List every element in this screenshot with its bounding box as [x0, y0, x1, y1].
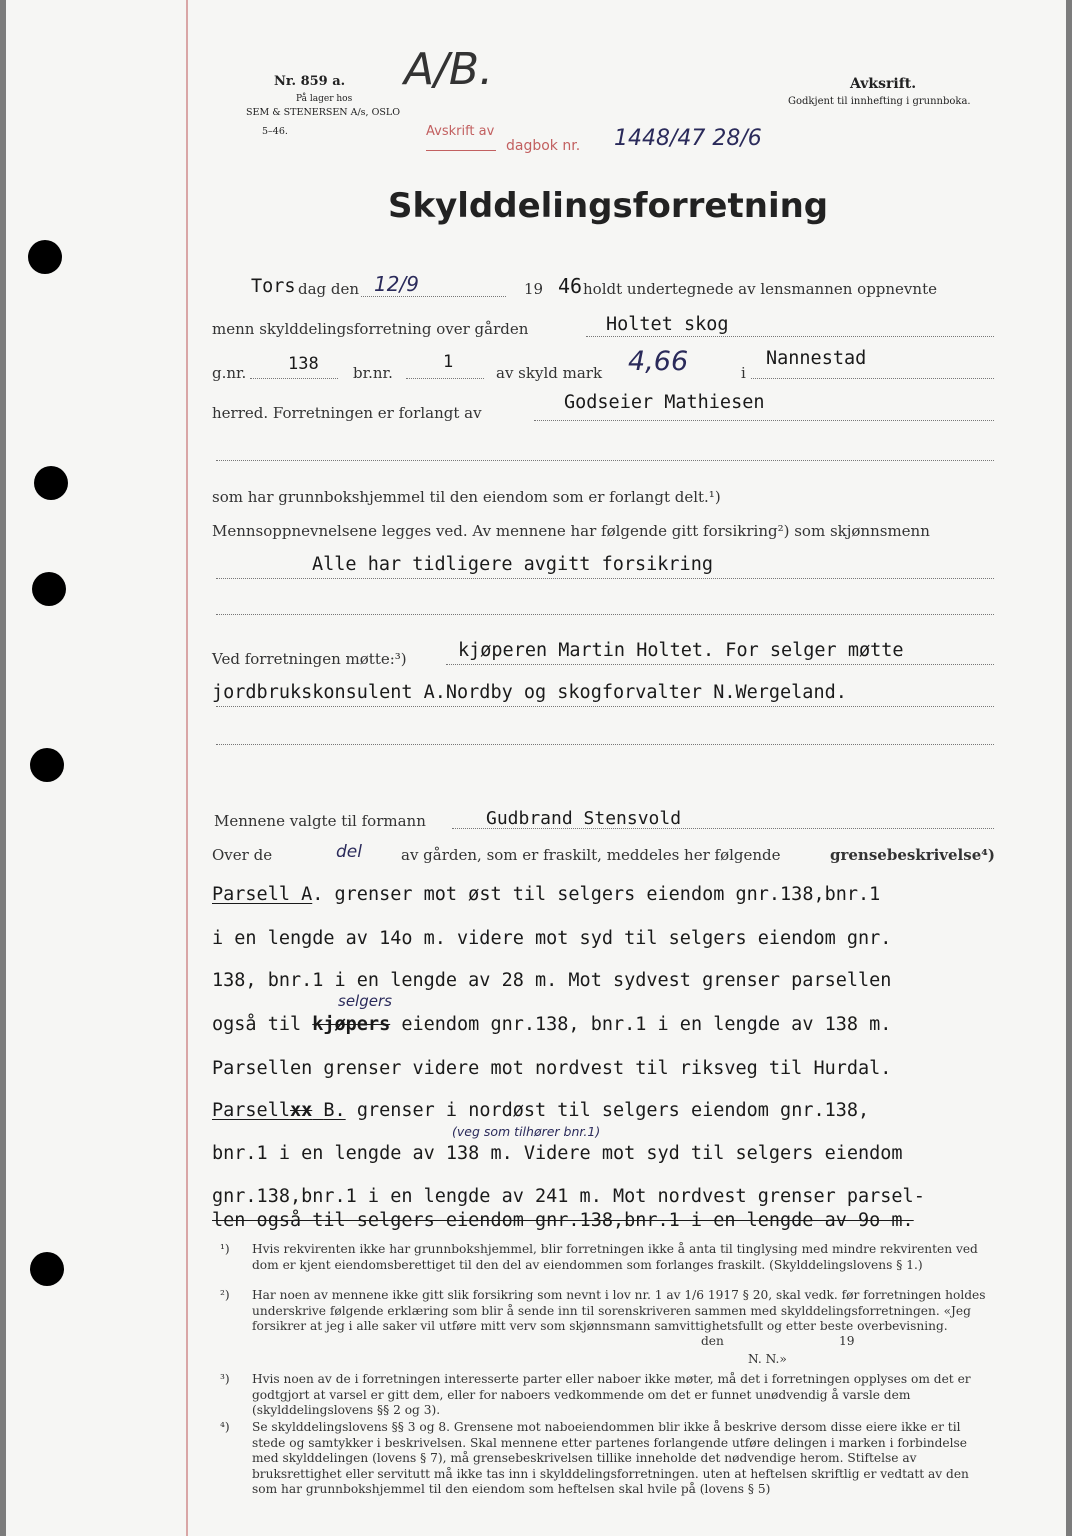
hjemmel-text: som har grunnbokshjemmel til den eiendom som er forlangt delt.¹): [212, 488, 721, 506]
struck-kjopers: kjøpers: [312, 1014, 391, 1035]
over-rest: av gården, som er fraskilt, meddeles her følgende: [401, 846, 781, 864]
farm-rule: [586, 336, 994, 337]
year-value: 46: [558, 274, 583, 298]
desc-line: [212, 884, 880, 905]
parsell-label: Parsell: [212, 1100, 290, 1121]
desc-text: grenser i nordøst til selgers eiendom gnr.138,: [356, 1100, 870, 1121]
blank-rule: [216, 744, 994, 745]
struck-xx: xx: [289, 1100, 313, 1121]
mote-rule: [446, 664, 994, 665]
line1-rest: holdt undertegnede av lensmannen oppnevnte: [583, 280, 937, 298]
gnr-rule: [250, 378, 338, 379]
municipality: Nannestad: [766, 348, 867, 369]
footnote-text: Se skylddelingslovens §§ 3 og 8. Grensene mot naboeiendommen blir ikke å beskrive dersom disse eiere ikke er til stede og samtykker i beskrivelsen. Skal mennene etter partenes forlangende utføre delingen i marken i forbindelse med skylddelingen (lovens § 7), må grensebeskrivelsen tillike inneholde det nødvendige herom. Stiftelse av bruksrettighet eller servitutt må ikke tas inn i skylddelingsforretningen. uten at heftelsen skriftlig er vedtatt av den som har grunnbokshjemmel til den eiendom som heftelsen skal hvile på (lovens § 5): [252, 1420, 969, 1497]
punch-hole: [30, 1252, 64, 1286]
day-suffix: dag den: [298, 280, 360, 298]
stamp-text: dagbok nr.: [506, 138, 581, 154]
requester: Godseier Mathiesen: [564, 392, 765, 413]
formann-rule: [452, 828, 994, 829]
over-bold: grensebeskrivelse⁴): [830, 846, 995, 864]
blank-rule: [216, 614, 994, 615]
formann-value: Gudbrand Stensvold: [486, 808, 682, 829]
herred-text: herred. Forretningen er forlangt av: [212, 404, 482, 422]
desc-line: [212, 1014, 891, 1035]
form-number: Nr. 859 a.: [274, 74, 346, 89]
footnote-number: ⁴): [220, 1420, 230, 1434]
over-label: Over de: [212, 846, 273, 864]
mote-value1: kjøperen Martin Holtet. For selger møtte: [458, 640, 904, 661]
stamp-text: Avskrift av: [426, 124, 495, 139]
desc-text: også til: [212, 1014, 302, 1035]
footnote-number: ¹): [220, 1242, 230, 1256]
punch-hole: [30, 748, 64, 782]
margin-line: [186, 0, 188, 1536]
gnr-label: g.nr.: [212, 364, 247, 382]
blank-rule: [216, 460, 994, 461]
requester-rule: [534, 420, 994, 421]
desc-line: [212, 1100, 869, 1121]
initials: A/B.: [404, 44, 494, 95]
desc-text: . grenser mot øst til selgers eiendom gnr.138,bnr.1: [312, 884, 881, 905]
footnote-den: den: [701, 1334, 724, 1348]
municipality-rule: [751, 378, 994, 379]
desc-line: 138, bnr.1 i en lengde av 28 m. Mot sydvest grenser parsellen: [212, 970, 892, 991]
bnr-label: br.nr.: [353, 364, 393, 382]
footnote-year: 19: [839, 1334, 855, 1348]
parsell-b: B.: [323, 1100, 346, 1121]
forsikring-value: Alle har tidligere avgitt forsikring: [312, 554, 713, 575]
i-label: i: [741, 364, 746, 382]
footnote-text: Hvis rekvirenten ikke har grunnbokshjemmel, blir forretningen ikke å anta til tinglysing med mindre rekvirenten ved dom er kjent eiendomsberettiget til den del av eiendommen som forlanges fraskilt. (Skylddelingslovens § 1.): [252, 1242, 978, 1272]
parsell-a-label: Parsell A: [212, 884, 313, 905]
forsikring-rule: [216, 578, 994, 579]
footnote: [220, 1420, 1000, 1520]
publisher-line: 5–46.: [262, 126, 288, 137]
footnote-signature: N. N.»: [748, 1352, 787, 1366]
line2-text: menn skylddelingsforretning over gården: [212, 320, 529, 338]
header-right-subtitle: Godkjent til innhefting i grunnboka.: [788, 96, 971, 107]
mennsopp-text: Mennsoppnevnelsene legges ved. Av mennene har følgende gitt forsikring²) som skjønnsmenn: [212, 522, 930, 540]
footnote-number: ²): [220, 1288, 230, 1302]
parsell-b-label: [212, 1100, 346, 1121]
insert-veg: (veg som tilhører bnr.1): [452, 1124, 601, 1139]
desc-text: eiendom gnr.138, bnr.1 i en lengde av 138 m.: [401, 1014, 892, 1035]
footnote: [220, 1288, 1000, 1368]
bnr-value: 1: [443, 352, 454, 372]
document-page: [6, 0, 1066, 1536]
footnote-text: Har noen av mennene ikke gitt slik forsikring som nevnt i lov nr. 1 av 1/6 1917 § 20, skal vedk. før forretningen holdes underskrive følgende erklæring som blir å sende inn til sorenskriveren sammen med skylddelingsforretningen. «Jeg forsikrer at jeg i alle saker vil utføre mitt verv som skjønnsmann samvittighetsfullt og etter beste overbevisning.: [252, 1288, 986, 1334]
punch-hole: [28, 240, 62, 274]
mote-value2: jordbrukskonsulent A.Nordby og skogforvalter N.Wergeland.: [212, 682, 847, 703]
publisher-line: På lager hos: [296, 94, 353, 104]
stamp-handwritten: 1448/47 28/6: [614, 126, 762, 151]
skyld-label: av skyld mark: [496, 364, 603, 382]
over-hand: del: [336, 842, 362, 862]
desc-line: i en lengde av 14o m. videre mot syd til selgers eiendom gnr.: [212, 928, 892, 949]
desc-line: Parsellen grenser videre mot nordvest til riksveg til Hurdal.: [212, 1058, 892, 1079]
desc-line: bnr.1 i en lengde av 138 m. Videre mot syd til selgers eiendom: [212, 1143, 903, 1164]
header-right-title: Avksrift.: [850, 76, 917, 92]
day-prefix: Tors: [251, 276, 296, 297]
stamp-rule: [426, 150, 496, 151]
bnr-rule: [406, 378, 484, 379]
desc-line: gnr.138,bnr.1 i en lengde av 241 m. Mot nordvest grenser parsel-: [212, 1186, 925, 1207]
year-prefix: 19: [524, 280, 544, 298]
page-title: Skylddelingsforretning: [388, 186, 829, 226]
gnr-value: 138: [288, 354, 319, 374]
date-rule: [361, 296, 506, 297]
desc-line-struck: len også til selgers eiendom gnr.138,bnr.1 i en lengde av 9o m.: [212, 1210, 914, 1231]
insert-selgers: selgers: [338, 992, 392, 1010]
punch-hole: [34, 466, 68, 500]
publisher-line: SEM & STENERSEN A/s, OSLO: [246, 107, 400, 118]
punch-hole: [32, 572, 66, 606]
mote-rule: [216, 706, 994, 707]
mote-label: Ved forretningen møtte:³): [212, 650, 407, 668]
farm-name: Holtet skog: [606, 314, 729, 335]
formann-label: Mennene valgte til formann: [214, 812, 426, 830]
skyld-value: 4,66: [628, 346, 689, 377]
date-value: 12/9: [374, 272, 419, 296]
footnote-text: Hvis noen av de i forretningen interesserte parter eller naboer ikke møter, må det i forretningen opplyses om det er godtgjort at varsel er gitt dem, eller for naboers vedkommende om det er funnet unødvendig å varsle dem (skylddelingslovens §§ 2 og 3).: [252, 1372, 971, 1418]
footnote-number: ³): [220, 1372, 230, 1386]
